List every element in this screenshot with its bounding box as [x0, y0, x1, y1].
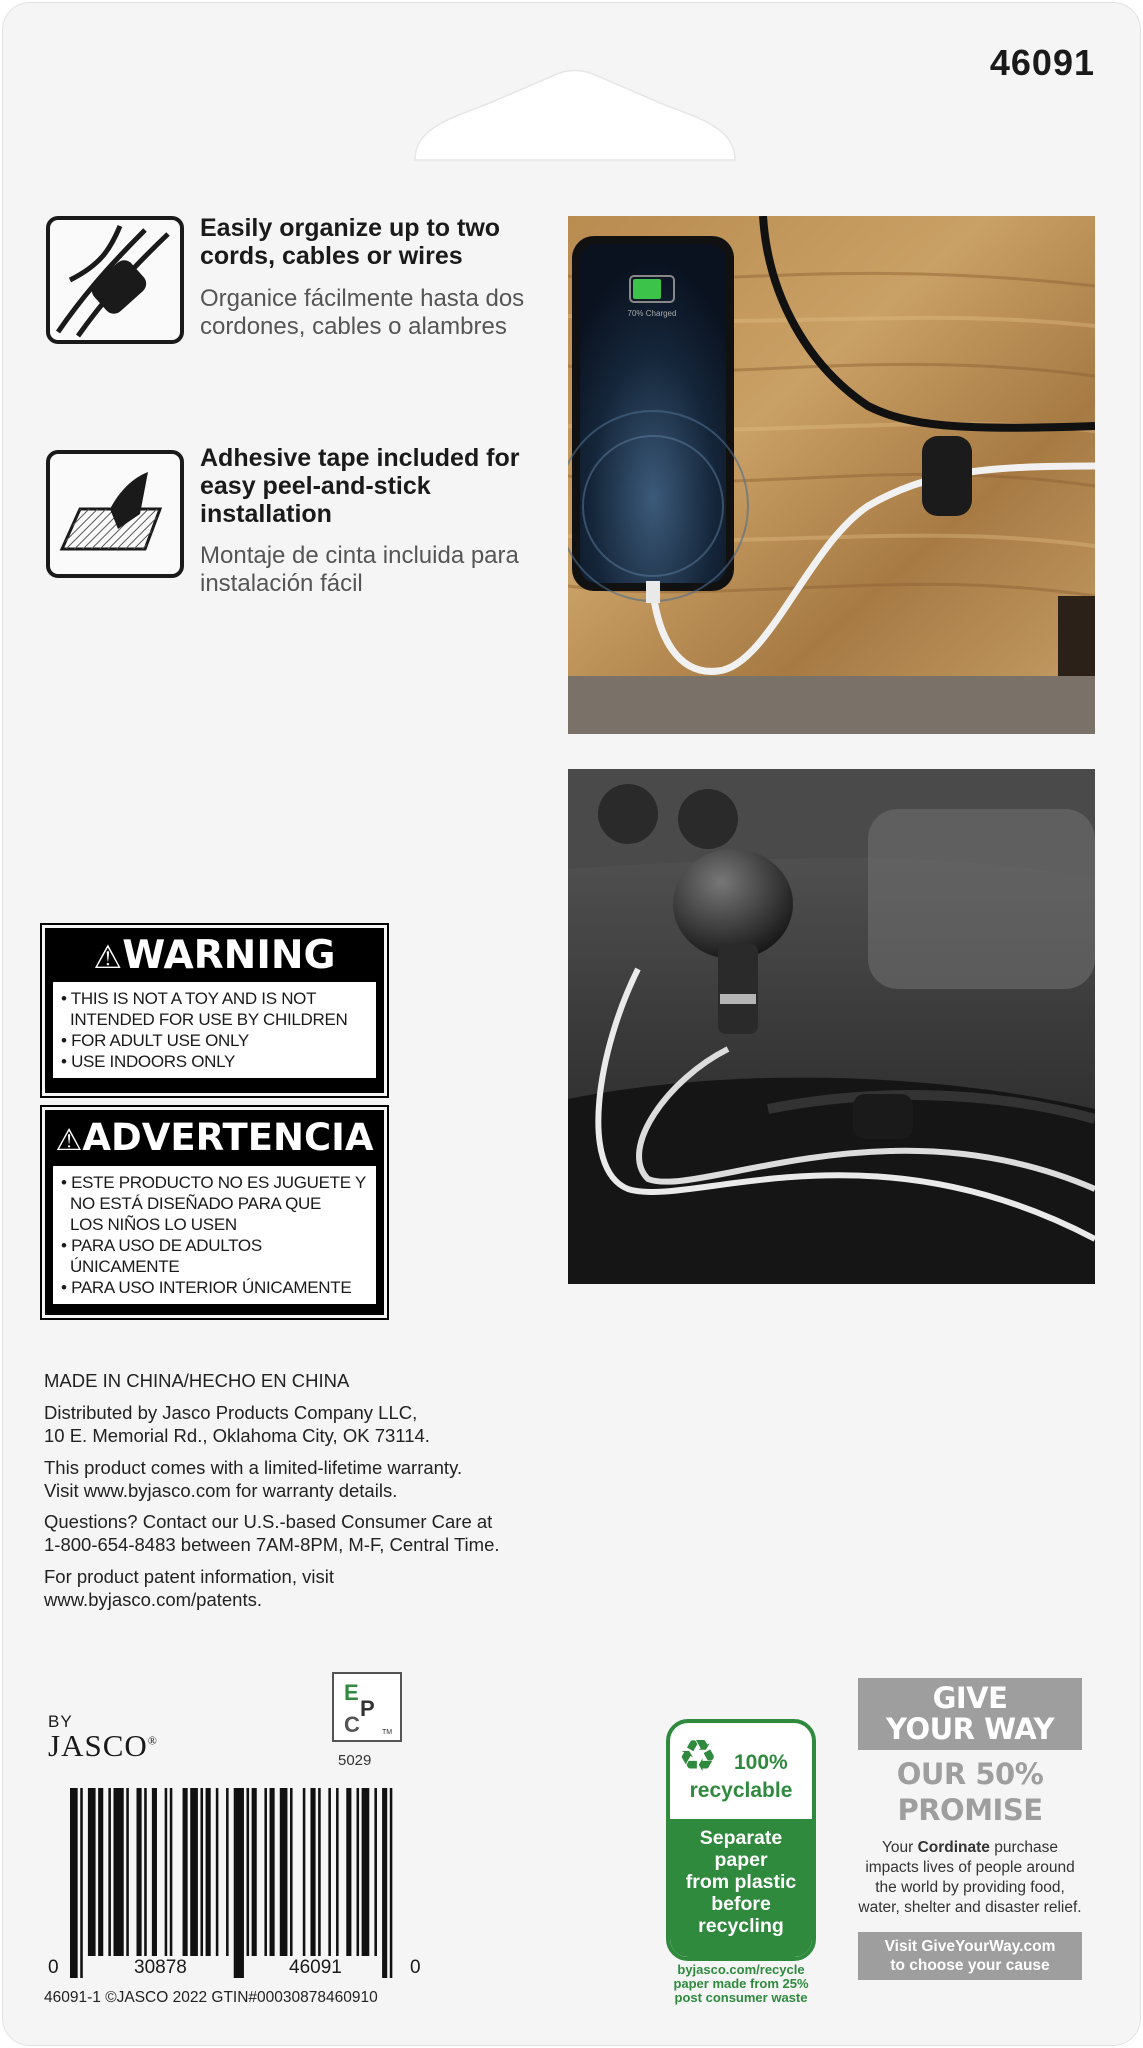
barcode-bar [270, 1788, 275, 1956]
barcode-bar [374, 1788, 377, 1956]
feature-2-en: Adhesive tape included for easy peel-and-stick installation [200, 444, 520, 528]
sku-number: 46091 [989, 42, 1095, 83]
barcode-bar [152, 1788, 157, 1956]
barcode-bar [264, 1788, 267, 1956]
barcode-group-2: 46091 [289, 1957, 342, 1978]
warning-en-item: • THIS IS NOT A TOY AND IS NOT [61, 989, 317, 1008]
epc-number: 5029 [338, 1752, 372, 1769]
barcode-bar [80, 1788, 83, 1978]
barcode-bar [226, 1788, 229, 1956]
svg-text:TM: TM [382, 1729, 393, 1736]
jasco-logo: BY JASCO® [48, 1712, 158, 1763]
give-your-way-panel [858, 1678, 1082, 1980]
barcode-bar [190, 1788, 198, 1956]
barcode-bar [247, 1788, 250, 1956]
give-your-way-heading: GIVE YOUR WAY [858, 1678, 1082, 1750]
feature-1-es: Organice fácilmente hasta dos cordones, cables o alambres [200, 285, 525, 340]
recycle-icon: ♻ [678, 1732, 718, 1781]
barcode-bar [318, 1788, 321, 1956]
adhesive-tape-icon [46, 450, 184, 578]
warning-es-title: ⚠ADVERTENCIA [55, 1116, 374, 1159]
barcode-bar [346, 1788, 351, 1956]
barcode-bar [98, 1788, 103, 1956]
barcode-bar [88, 1788, 96, 1956]
warning-es-item: ÚNICAMENTE [70, 1257, 180, 1276]
phone-charge-text: 70% Charged [627, 309, 677, 318]
feature-2-es: Montaje de cinta incluida para instalación fácil [200, 542, 519, 597]
warning-es-item: • PARA USO DE ADULTOS [61, 1236, 262, 1255]
made-in-text: MADE IN CHINA/HECHO EN CHINA [44, 1370, 350, 1391]
warning-es-item: NO ESTÁ DISEÑADO PARA QUE [70, 1194, 322, 1213]
upc-barcode [70, 1788, 400, 1978]
barcode-bar [144, 1788, 147, 1956]
barcode-bar [382, 1788, 387, 1978]
warning-en-item: • FOR ADULT USE ONLY [61, 1031, 249, 1050]
patent-text: For product patent information, visit www.byjasco.com/patents. [44, 1566, 334, 1610]
barcode-bar [362, 1788, 370, 1956]
cord-clip-icon [46, 216, 184, 344]
recycle-instructions: Separate paper from plastic before recycling [670, 1819, 812, 1957]
recyclable-badge [666, 1719, 816, 1961]
barcode-bar [336, 1788, 339, 1956]
barcode-bar [113, 1788, 123, 1956]
epc-logo [332, 1672, 402, 1742]
barcode-bar [137, 1788, 142, 1956]
consumer-care-text: Questions? Contact our U.S.-based Consumer Care at 1-800-654-8483 between 7AM-8PM, M-F, Central Time. [44, 1511, 500, 1555]
warning-es-list [53, 1166, 376, 1304]
give-your-way-text: Your Cordinate purchase impacts lives of people around the world by providing food, water, shelter and disaster relief. [858, 1839, 1082, 1916]
barcode-bar [252, 1788, 257, 1956]
barcode-bar [183, 1788, 188, 1956]
feature-1-en: Easily organize up to two cords, cables or wires [200, 214, 501, 270]
warning-es-box [45, 1110, 384, 1315]
hang-hole [405, 60, 745, 170]
barcode-bar [216, 1788, 219, 1956]
warning-es-item: • PARA USO INTERIOR ÚNICAMENTE [61, 1278, 352, 1297]
barcode-bar [303, 1788, 306, 1956]
barcode-bar [328, 1788, 331, 1956]
barcode-bar [200, 1788, 203, 1956]
barcode-bar [390, 1788, 393, 1978]
warning-triangle-icon: ⚠ [55, 1123, 83, 1158]
recycle-footer: byjasco.com/recycle paper made from 25% post consumer waste [673, 1962, 809, 2005]
distributor-text: Distributed by Jasco Products Company LLC, 10 E. Memorial Rd., Oklahoma City, OK 73114. [44, 1402, 430, 1446]
warning-en-title: ⚠WARNING [93, 933, 336, 978]
warning-en-box [45, 928, 384, 1093]
warning-es-item: • ESTE PRODUCTO NO ES JUGUETE Y [61, 1173, 366, 1192]
barcode-bar [357, 1788, 360, 1956]
barcode-bar [310, 1788, 315, 1956]
barcode-bar [70, 1788, 78, 1978]
warning-en-item: INTENDED FOR USE BY CHILDREN [70, 1010, 348, 1029]
recycle-percent: 100% [734, 1751, 788, 1774]
svg-text:E: E [344, 1680, 359, 1705]
car-console-photo [568, 769, 1095, 1284]
barcode-bar [206, 1788, 211, 1956]
gtin-text: 46091-1 ©JASCO 2022 GTIN#00030878460910 [44, 1989, 378, 2006]
desk-phone-photo [568, 216, 1095, 734]
barcode-digit-right: 0 [410, 1957, 421, 1978]
warning-es-item: LOS NIÑOS LO USEN [70, 1215, 237, 1234]
warranty-text: This product comes with a limited-lifetime warranty. Visit www.byjasco.com for warranty details. [44, 1457, 463, 1501]
barcode-group-1: 30878 [134, 1957, 187, 1978]
svg-text:P: P [360, 1696, 375, 1721]
barcode-bar [126, 1788, 129, 1956]
barcode-bar [170, 1788, 173, 1956]
barcode-bar [290, 1788, 293, 1956]
barcode-bar [165, 1788, 168, 1956]
barcode-bar [280, 1788, 288, 1956]
barcode-bar [234, 1788, 244, 1978]
barcode-bar [108, 1788, 111, 1956]
barcode-digit-left: 0 [48, 1957, 59, 1978]
give-your-way-link[interactable]: Visit GiveYourWay.com to choose your cause [858, 1932, 1082, 1980]
svg-text:C: C [344, 1712, 360, 1737]
warning-en-item: • USE INDOORS ONLY [61, 1052, 236, 1071]
promise-heading: OUR 50% PROMISE [896, 1757, 1044, 1827]
recycle-label: recyclable [689, 1779, 793, 1802]
warning-triangle-icon: ⚠ [93, 938, 123, 976]
warning-en-list [53, 982, 376, 1078]
